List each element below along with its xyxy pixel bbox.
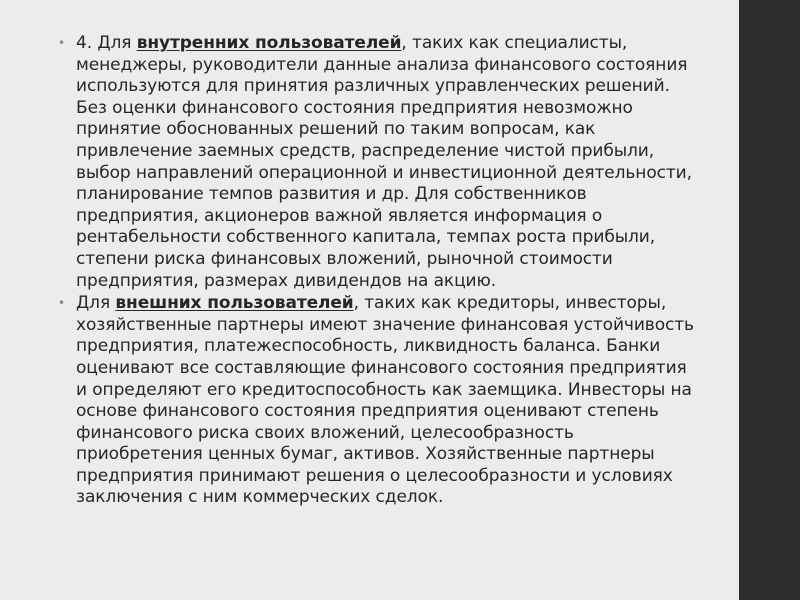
slide-body bbox=[57, 33, 702, 509]
paragraph-internal-users bbox=[57, 33, 702, 292]
paragraph-external-users bbox=[57, 293, 702, 509]
paragraph-prefix: 4. Для bbox=[76, 33, 137, 53]
emphasis-term: внутренних пользователей bbox=[136, 33, 402, 53]
bullet-icon: • bbox=[58, 296, 65, 311]
paragraph-prefix: Для bbox=[76, 293, 116, 314]
bullet-icon: • bbox=[58, 36, 65, 50]
paragraph-text: , таких как специалисты, менеджеры, руководители данные анализа финансового состояния используются для принятия различных управленческих решений. Без оценки финансового состояния предприятия невозможно принятие обоснованных решений по таким вопросам, как привлечение заемных средств, распределение чистой прибыли, выбор направлений операционной и инвестиционной деятельности, планирование темпов развития и др. Для собственников предприятия, акционеров важной является информация о рентабельности собственного капитала, темпах роста прибыли, степени риска финансовых вложений, рыночной стоимости предприятия, размерах дивидендов на акцию. bbox=[76, 33, 692, 291]
side-bar bbox=[739, 0, 800, 600]
emphasis-term: внешних пользователей bbox=[115, 293, 354, 314]
paragraph-text: , таких как кредиторы, инвесторы, хозяйственные партнеры имеют значение финансовая устойчивость предприятия, платежеспособность, ликвидность баланса. Банки оценивают все составляющие финансового состояния предприятия и определяют его кредитоспособность как заемщика. Инвесторы на основе финансового состояния предприятия оценивают степень финансового риска своих вложений, целесообразность приобретения ценных бумаг, активов. Хозяйственные партнеры предприятия принимают решения о целесообразности и условиях заключения с ним коммерческих сделок. bbox=[76, 293, 694, 508]
